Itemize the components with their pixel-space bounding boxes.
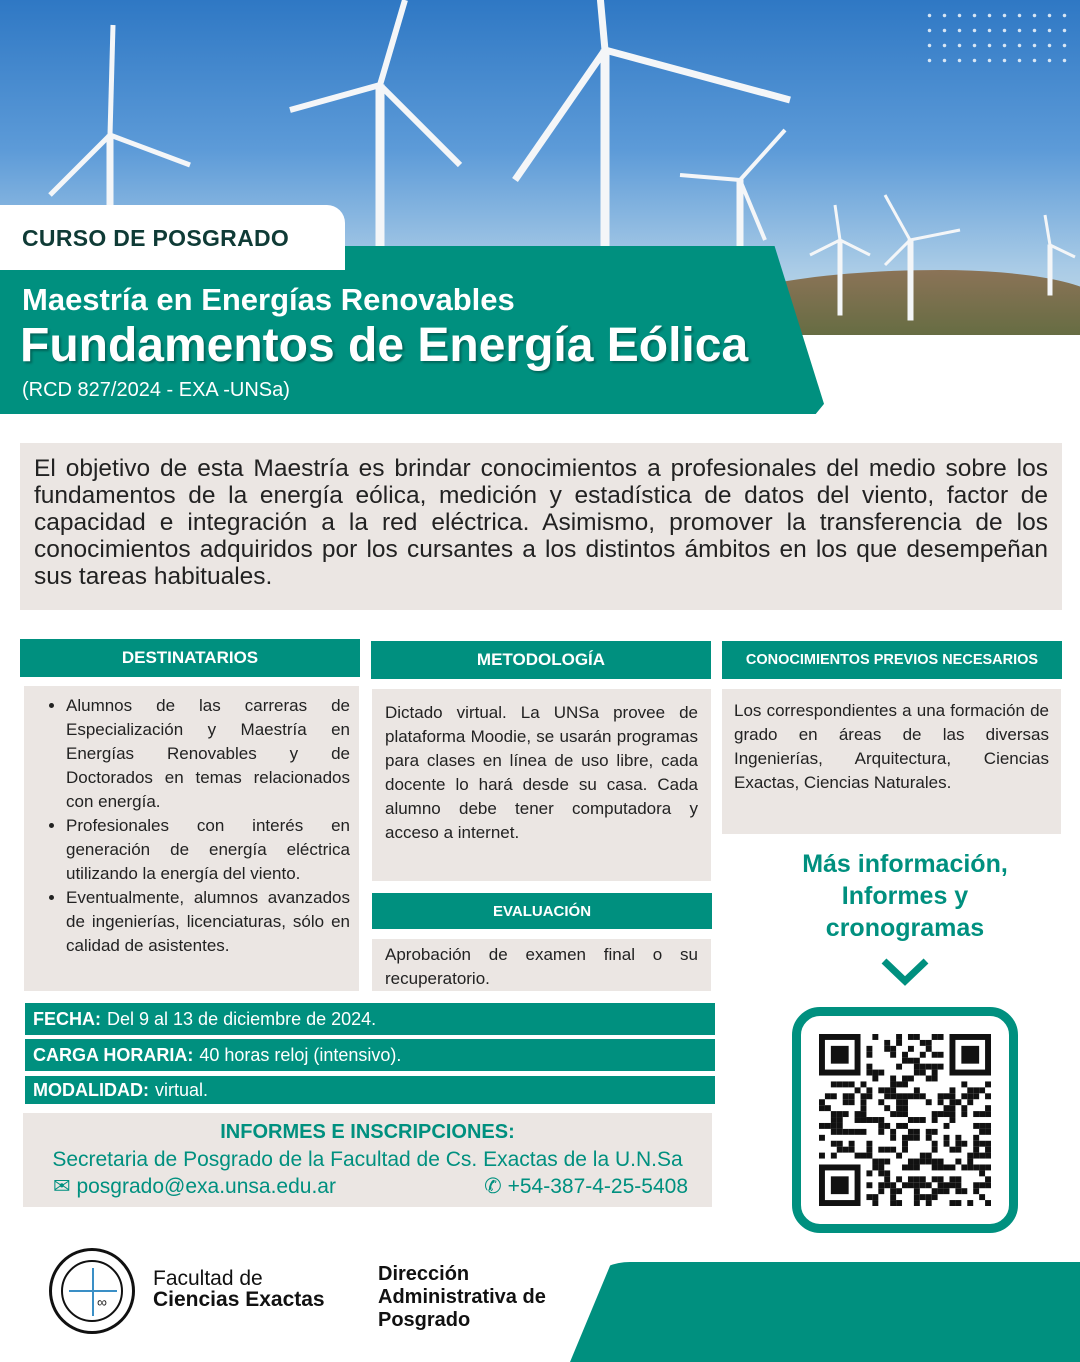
direction-line: Posgrado (378, 1309, 471, 1331)
phone-icon: ✆ (484, 1175, 502, 1198)
evaluacion-header: EVALUACIÓN (372, 893, 712, 929)
program-name: Maestría en Energías Renovables (22, 282, 515, 317)
conocimientos-header: CONOCIMIENTOS PREVIOS NECESARIOS (722, 641, 1062, 679)
faculty-seal-logo: ∞ (49, 1248, 135, 1334)
chevron-down-icon (880, 955, 930, 987)
phone-text: +54-387-4-25-5408 (507, 1175, 688, 1198)
faculty-name (153, 1268, 325, 1310)
phone-link[interactable] (484, 1174, 688, 1199)
modalidad-value: virtual. (154, 1079, 208, 1100)
resolution-number: (RCD 827/2024 - EXA -UNSa) (22, 379, 290, 401)
list-item: • Eventualmente, alumnos avanzados de ingenierías, licenciaturas, sólo en calidad de asistentes. (66, 886, 350, 958)
direction-name (378, 1263, 546, 1332)
qr-pattern (819, 1034, 991, 1206)
fecha-value: Del 9 al 13 de diciembre de 2024. (107, 1008, 377, 1029)
metodologia-text: Dictado virtual. La UNSa provee de plataforma Moodie, se usarán programas para clases en línea de uso libre, cada docente lo hará desde su casa. Cada alumno debe tener computadora y acceso a internet. (372, 689, 711, 881)
carga-horaria-label: CARGA HORARIA: (33, 1044, 194, 1065)
informes-title: INFORMES E INSCRIPCIONES: (220, 1121, 515, 1143)
course-type-tag: CURSO DE POSGRADO (0, 205, 345, 270)
modalidad-label: MODALIDAD: (33, 1079, 149, 1100)
faculty-line2: Ciencias Exactas (153, 1288, 325, 1311)
objective-text: El objetivo de esta Maestría es brindar conocimientos a profesionales del medio sobre los fundamentos de la energía eólica, medición y estadística de datos del viento, factor de capacidad e integración a la red eléctrica. Asimismo, promover la transferencia de los conocimientos adquiridos por los cursantes a los distintos ámbitos en los que desempeñan sus tareas habituales. (20, 443, 1062, 610)
fecha-row (25, 1003, 715, 1035)
decorative-corner (570, 1262, 1080, 1362)
email-text: posgrado@exa.unsa.edu.ar (76, 1175, 336, 1198)
course-title: Fundamentos de Energía Eólica (20, 319, 749, 372)
faculty-line1: Facultad de (153, 1267, 263, 1290)
informes-org: Secretaria de Posgrado de la Facultad de Cs. Exactas de la U.N.Sa (52, 1148, 683, 1171)
list-item: • Profesionales con interés en generación de energía eléctrica utilizando la energía del viento. (66, 814, 350, 886)
informes-box (23, 1113, 712, 1207)
conocimientos-text: Los correspondientes a una formación de grado en áreas de las diversas Ingenierías, Arquitectura, Ciencias Exactas, Ciencias Naturales. (722, 689, 1061, 834)
carga-horaria-value: 40 horas reloj (intensivo). (199, 1044, 402, 1065)
destinatarios-box (24, 686, 359, 991)
direction-line: Administrativa de (378, 1286, 546, 1308)
more-info-text: Más información, Informes y cronogramas (802, 850, 1008, 942)
destinatarios-header: DESTINATARIOS (20, 639, 360, 677)
envelope-icon: ✉ (53, 1175, 71, 1198)
fecha-label: FECHA: (33, 1008, 101, 1029)
evaluacion-text: Aprobación de examen final o su recuperatorio. (372, 939, 711, 991)
email-link[interactable] (53, 1174, 336, 1199)
modalidad-row (25, 1076, 715, 1104)
metodologia-header: METODOLOGÍA (371, 641, 711, 679)
direction-line: Dirección (378, 1263, 470, 1285)
qr-code[interactable] (792, 1007, 1018, 1233)
list-item: • Alumnos de las carreras de Especialización y Maestría en Energías Renovables y de Doctorados en temas relacionados con energía. (66, 694, 350, 814)
carga-horaria-row (25, 1039, 715, 1071)
